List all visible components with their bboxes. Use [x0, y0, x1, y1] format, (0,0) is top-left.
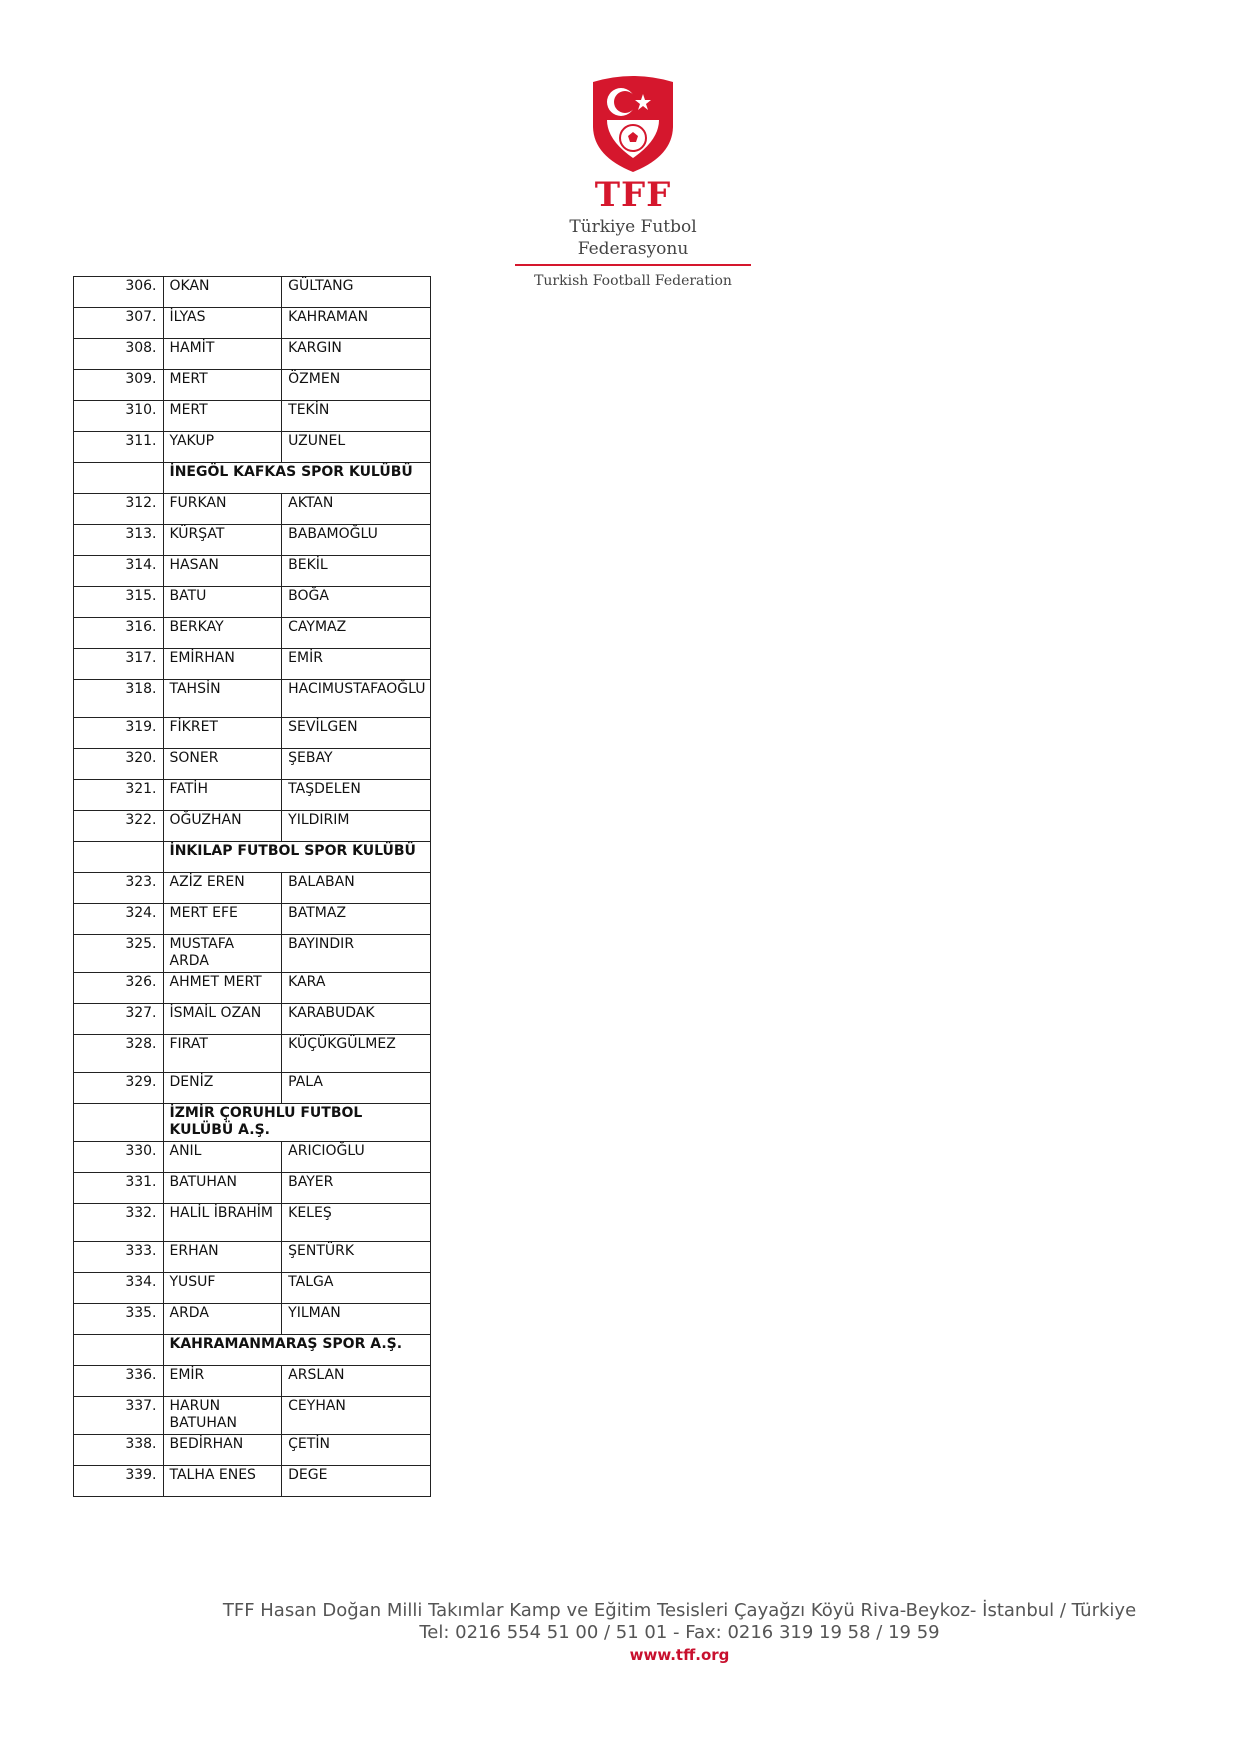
player-last-name: CEYHAN	[282, 1397, 431, 1435]
tff-emblem-icon	[587, 74, 679, 174]
player-row	[74, 1397, 431, 1435]
row-number: 316.	[74, 618, 164, 649]
player-first-name: YUSUF	[163, 1273, 282, 1304]
player-first-name: FURKAN	[163, 494, 282, 525]
player-first-name: EMİRHAN	[163, 649, 282, 680]
player-row	[74, 1142, 431, 1173]
row-number: 323.	[74, 873, 164, 904]
row-number: 315.	[74, 587, 164, 618]
row-number: 339.	[74, 1466, 164, 1497]
player-first-name: MERT EFE	[163, 904, 282, 935]
player-row	[74, 432, 431, 463]
logo-wordmark: TFF	[594, 175, 672, 215]
player-row	[74, 649, 431, 680]
player-first-name: HALİL İBRAHİM	[163, 1204, 282, 1242]
row-number: 312.	[74, 494, 164, 525]
player-first-name: ARDA	[163, 1304, 282, 1335]
player-last-name: BABAMOĞLU	[282, 525, 431, 556]
player-first-name: FIRAT	[163, 1035, 282, 1073]
player-first-name: HAMİT	[163, 339, 282, 370]
player-last-name: AKTAN	[282, 494, 431, 525]
row-number: 322.	[74, 811, 164, 842]
footer-address: TFF Hasan Doğan Milli Takımlar Kamp ve Eğitim Tesisleri Çayağzı Köyü Riva-Beykoz- İstanbul / Türkiye	[222, 1600, 1137, 1621]
player-first-name: DENİZ	[163, 1073, 282, 1104]
row-number: 330.	[74, 1142, 164, 1173]
row-number: 324.	[74, 904, 164, 935]
player-first-name: AZİZ EREN	[163, 873, 282, 904]
player-first-name: SONER	[163, 749, 282, 780]
player-last-name: KÜÇÜKGÜLMEZ	[282, 1035, 431, 1073]
player-row	[74, 370, 431, 401]
player-row	[74, 556, 431, 587]
player-row	[74, 935, 431, 973]
player-last-name: KARGIN	[282, 339, 431, 370]
row-number: 331.	[74, 1173, 164, 1204]
player-last-name: KAHRAMAN	[282, 308, 431, 339]
player-first-name: ERHAN	[163, 1242, 282, 1273]
club-header-row	[74, 1104, 431, 1142]
player-last-name: ŞEBAY	[282, 749, 431, 780]
row-number	[74, 1104, 164, 1142]
player-last-name: TALGA	[282, 1273, 431, 1304]
row-number: 309.	[74, 370, 164, 401]
player-row	[74, 339, 431, 370]
player-row	[74, 277, 431, 308]
player-row	[74, 525, 431, 556]
player-first-name: TALHA ENES	[163, 1466, 282, 1497]
club-name: İNKILAP FUTBOL SPOR KULÜBÜ	[163, 842, 431, 873]
player-row	[74, 1273, 431, 1304]
player-row	[74, 1035, 431, 1073]
federation-name-tr: Türkiye Futbol Federasyonu	[569, 217, 697, 259]
player-row	[74, 1173, 431, 1204]
player-row	[74, 1204, 431, 1242]
player-last-name: GÜLTANG	[282, 277, 431, 308]
page-footer	[0, 1600, 1241, 1666]
row-number: 317.	[74, 649, 164, 680]
row-number: 335.	[74, 1304, 164, 1335]
player-last-name: BATMAZ	[282, 904, 431, 935]
player-last-name: KARA	[282, 973, 431, 1004]
player-row	[74, 587, 431, 618]
player-first-name: HASAN	[163, 556, 282, 587]
player-last-name: CAYMAZ	[282, 618, 431, 649]
player-row	[74, 718, 431, 749]
row-number: 326.	[74, 973, 164, 1004]
player-row	[74, 1466, 431, 1497]
player-first-name: İSMAİL OZAN	[163, 1004, 282, 1035]
roster-body	[74, 277, 431, 1497]
player-row	[74, 1073, 431, 1104]
player-first-name: ANIL	[163, 1142, 282, 1173]
row-number: 334.	[74, 1273, 164, 1304]
row-number: 336.	[74, 1366, 164, 1397]
player-last-name: YILMAN	[282, 1304, 431, 1335]
row-number: 320.	[74, 749, 164, 780]
player-first-name: BATU	[163, 587, 282, 618]
club-header-row	[74, 463, 431, 494]
player-last-name: KELEŞ	[282, 1204, 431, 1242]
player-last-name: HACIMUSTAFAOĞLU	[282, 680, 431, 718]
row-number: 311.	[74, 432, 164, 463]
player-row	[74, 1304, 431, 1335]
player-last-name: ARSLAN	[282, 1366, 431, 1397]
row-number: 338.	[74, 1435, 164, 1466]
row-number: 308.	[74, 339, 164, 370]
player-last-name: ARICIOĞLU	[282, 1142, 431, 1173]
player-first-name: EMİR	[163, 1366, 282, 1397]
player-last-name: DEGE	[282, 1466, 431, 1497]
row-number: 329.	[74, 1073, 164, 1104]
player-row	[74, 494, 431, 525]
row-number: 319.	[74, 718, 164, 749]
player-first-name: FATİH	[163, 780, 282, 811]
player-first-name: BERKAY	[163, 618, 282, 649]
player-last-name: UZUNEL	[282, 432, 431, 463]
player-row	[74, 1004, 431, 1035]
player-row	[74, 401, 431, 432]
row-number: 337.	[74, 1397, 164, 1435]
row-number: 325.	[74, 935, 164, 973]
club-name: KAHRAMANMARAŞ SPOR A.Ş.	[163, 1335, 431, 1366]
player-last-name: KARABUDAK	[282, 1004, 431, 1035]
player-first-name: AHMET MERT	[163, 973, 282, 1004]
player-last-name: BAYER	[282, 1173, 431, 1204]
player-row	[74, 780, 431, 811]
player-last-name: TEKİN	[282, 401, 431, 432]
footer-website: www.tff.org	[629, 1646, 730, 1664]
row-number	[74, 1335, 164, 1366]
player-row	[74, 1435, 431, 1466]
player-first-name: İLYAS	[163, 308, 282, 339]
player-last-name: SEVİLGEN	[282, 718, 431, 749]
player-first-name: OKAN	[163, 277, 282, 308]
player-first-name: KÜRŞAT	[163, 525, 282, 556]
player-last-name: ÖZMEN	[282, 370, 431, 401]
footer-phone: Tel: 0216 554 51 00 / 51 01 - Fax: 0216 319 19 58 / 19 59	[419, 1622, 940, 1643]
row-number	[74, 842, 164, 873]
player-first-name: HARUN BATUHAN	[163, 1397, 282, 1435]
row-number: 314.	[74, 556, 164, 587]
tff-logo	[513, 74, 753, 289]
player-first-name: MUSTAFA ARDA	[163, 935, 282, 973]
player-row	[74, 749, 431, 780]
player-last-name: BOĞA	[282, 587, 431, 618]
player-row	[74, 973, 431, 1004]
player-first-name: BEDİRHAN	[163, 1435, 282, 1466]
player-row	[74, 308, 431, 339]
player-first-name: MERT	[163, 401, 282, 432]
club-header-row	[74, 842, 431, 873]
player-first-name: BATUHAN	[163, 1173, 282, 1204]
player-last-name: YILDIRIM	[282, 811, 431, 842]
player-last-name: ÇETİN	[282, 1435, 431, 1466]
player-last-name: BALABAN	[282, 873, 431, 904]
player-last-name: PALA	[282, 1073, 431, 1104]
player-last-name: TAŞDELEN	[282, 780, 431, 811]
player-row	[74, 1366, 431, 1397]
player-row	[74, 680, 431, 718]
row-number: 313.	[74, 525, 164, 556]
club-name: İNEGÖL KAFKAS SPOR KULÜBÜ	[163, 463, 431, 494]
row-number: 328.	[74, 1035, 164, 1073]
player-last-name: EMİR	[282, 649, 431, 680]
row-number: 307.	[74, 308, 164, 339]
player-first-name: TAHSİN	[163, 680, 282, 718]
player-first-name: OĞUZHAN	[163, 811, 282, 842]
player-first-name: MERT	[163, 370, 282, 401]
logo-divider	[515, 264, 751, 266]
row-number	[74, 463, 164, 494]
row-number: 318.	[74, 680, 164, 718]
row-number: 332.	[74, 1204, 164, 1242]
club-header-row	[74, 1335, 431, 1366]
player-row	[74, 873, 431, 904]
row-number: 327.	[74, 1004, 164, 1035]
federation-name-en: Turkish Football Federation	[534, 273, 732, 289]
row-number: 321.	[74, 780, 164, 811]
row-number: 310.	[74, 401, 164, 432]
row-number: 333.	[74, 1242, 164, 1273]
player-first-name: FİKRET	[163, 718, 282, 749]
player-row	[74, 904, 431, 935]
player-first-name: YAKUP	[163, 432, 282, 463]
player-last-name: BAYINDIR	[282, 935, 431, 973]
player-roster-table	[73, 276, 431, 1497]
player-last-name: ŞENTÜRK	[282, 1242, 431, 1273]
player-row	[74, 618, 431, 649]
player-row	[74, 1242, 431, 1273]
club-name: İZMİR ÇORUHLU FUTBOL KULÜBÜ A.Ş.	[163, 1104, 431, 1142]
row-number: 306.	[74, 277, 164, 308]
player-last-name: BEKİL	[282, 556, 431, 587]
player-row	[74, 811, 431, 842]
